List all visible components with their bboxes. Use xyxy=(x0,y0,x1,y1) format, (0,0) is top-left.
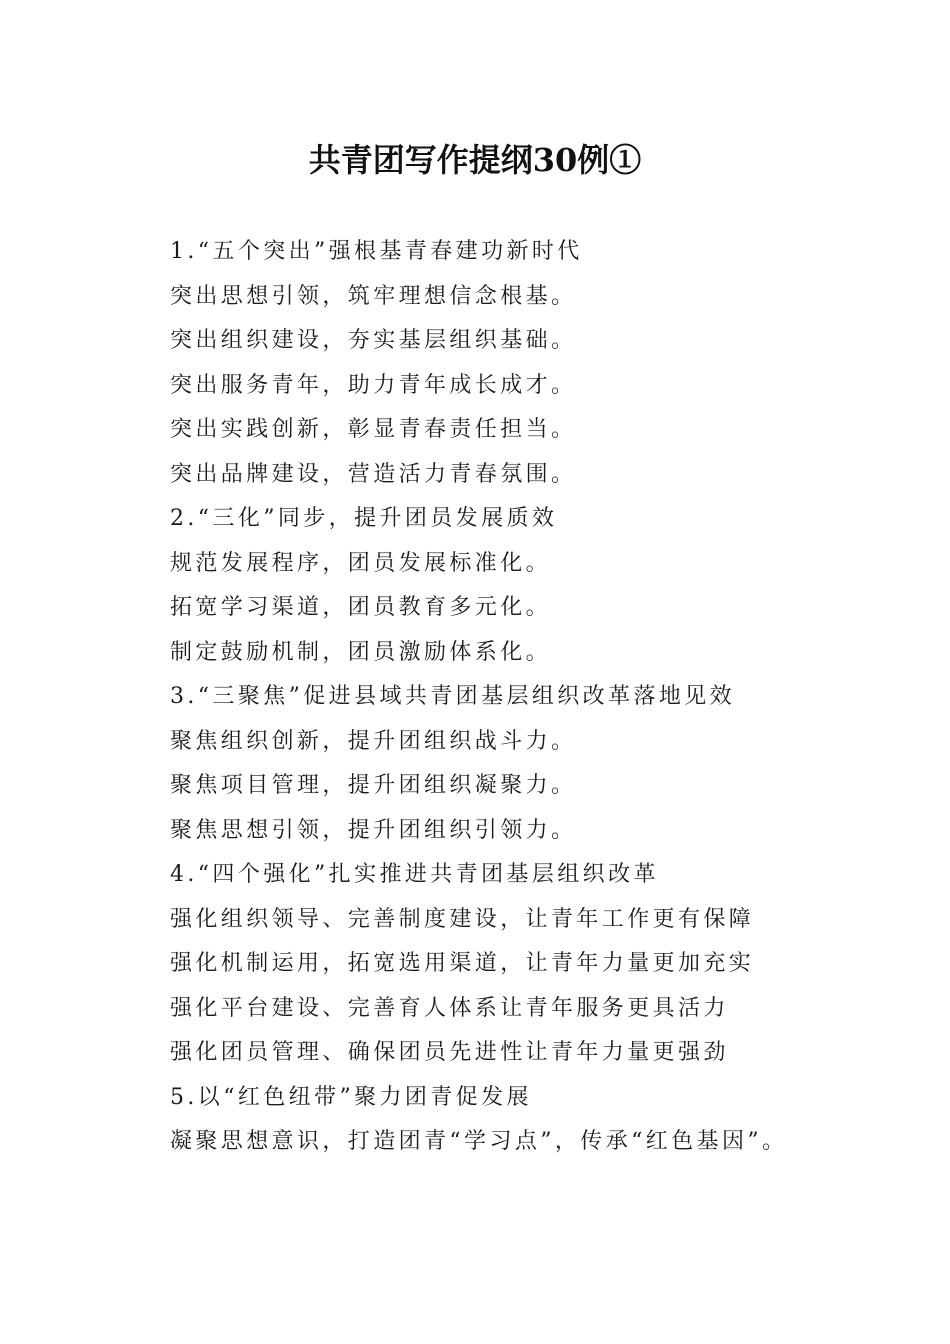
text-line: 3.“三聚焦”促进县域共青团基层组织改革落地见效 xyxy=(170,684,736,709)
text-line: 拓宽学习渠道，团员教育多元化。 xyxy=(170,595,552,620)
text-line: 制定鼓励机制，团员激励体系化。 xyxy=(170,639,552,665)
text-line: 聚焦项目管理，提升团组织凝聚力。 xyxy=(170,773,577,798)
text-line: 1.“五个突出”强根基青春建功新时代 xyxy=(170,239,583,264)
text-line: 突出思想引领，筑牢理想信念根基。 xyxy=(170,283,577,309)
text-line: 强化平台建设、完善育人体系让青年服务更具活力 xyxy=(170,995,729,1021)
text-line: 2.“三化”同步，提升团员发展质效 xyxy=(170,506,558,531)
text-line: 强化机制运用，拓宽选用渠道，让青年力量更加充实 xyxy=(170,951,755,976)
document-body xyxy=(170,230,870,1165)
document-title: 共青团写作提纲30例① xyxy=(308,141,642,179)
text-line: 强化组织领导、完善制度建设，让青年工作更有保障 xyxy=(170,906,755,932)
text-line: 突出品牌建设，营造活力青春氛围。 xyxy=(170,461,577,487)
text-line: 突出组织建设，夯实基层组织基础。 xyxy=(170,328,577,353)
text-line: 强化团员管理、确保团员先进性让青年力量更强劲 xyxy=(170,1040,729,1065)
text-line: 规范发展程序，团员发展标准化。 xyxy=(170,550,552,576)
text-line: 突出服务青年，助力青年成长成才。 xyxy=(170,372,577,398)
text-line: 4.“四个强化”扎实推进共青团基层组织改革 xyxy=(170,862,659,887)
text-line: 聚焦思想引领，提升团组织引领力。 xyxy=(170,817,577,843)
text-line: 突出实践创新，彰显青春责任担当。 xyxy=(170,417,577,442)
text-line: 5.以“红色纽带”聚力团青促发展 xyxy=(170,1084,532,1110)
text-line: 聚焦组织创新，提升团组织战斗力。 xyxy=(170,728,577,754)
text-line: 凝聚思想意识，打造团青“学习点”，传承“红色基因”。 xyxy=(170,1129,788,1154)
